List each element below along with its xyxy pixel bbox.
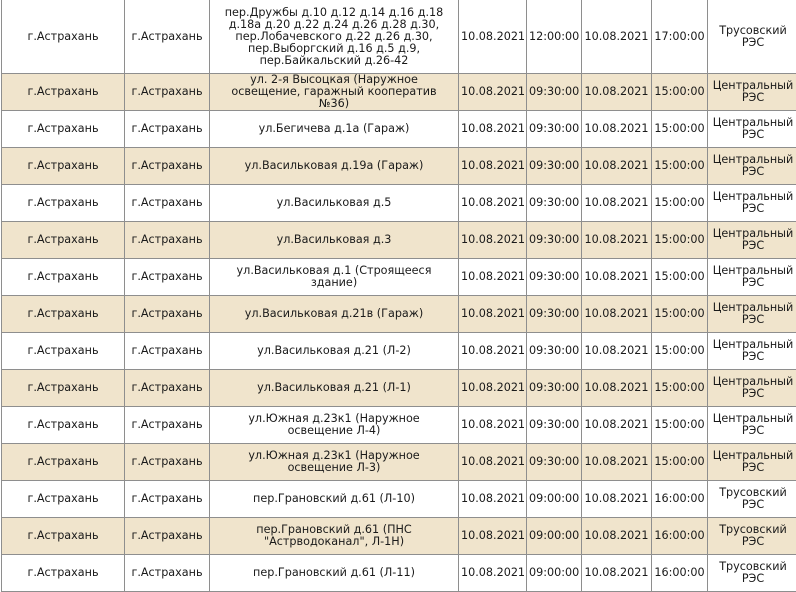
res-cell: Трусовский РЭС (708, 481, 796, 518)
city-cell: г.Астрахань (2, 518, 125, 555)
district-cell: г.Астрахань (125, 555, 210, 592)
res-cell: Центральный РЭС (708, 259, 796, 296)
end-date-cell: 10.08.2021 (582, 0, 652, 74)
res-cell: Центральный РЭС (708, 111, 796, 148)
start-date-cell: 10.08.2021 (459, 518, 527, 555)
start-date-cell: 10.08.2021 (459, 444, 527, 481)
end-time-cell: 15:00:00 (652, 185, 708, 222)
start-date-cell: 10.08.2021 (459, 481, 527, 518)
end-date-cell: 10.08.2021 (582, 407, 652, 444)
start-time-cell: 09:30:00 (527, 74, 582, 111)
table-row (2, 185, 796, 222)
city-cell: г.Астрахань (2, 185, 125, 222)
end-time-cell: 16:00:00 (652, 518, 708, 555)
end-time-cell: 15:00:00 (652, 444, 708, 481)
end-time-cell: 15:00:00 (652, 148, 708, 185)
district-cell: г.Астрахань (125, 518, 210, 555)
table-row (2, 407, 796, 444)
start-time-cell: 09:00:00 (527, 481, 582, 518)
address-cell: ул.Бегичева д.1а (Гараж) (210, 111, 459, 148)
address-cell: ул.Васильковая д.21 (Л-2) (210, 333, 459, 370)
start-time-cell: 09:30:00 (527, 296, 582, 333)
end-date-cell: 10.08.2021 (582, 370, 652, 407)
district-cell: г.Астрахань (125, 222, 210, 259)
table-body (2, 0, 796, 592)
end-time-cell: 17:00:00 (652, 0, 708, 74)
address-cell: ул.Васильковая д.21в (Гараж) (210, 296, 459, 333)
start-time-cell: 09:30:00 (527, 407, 582, 444)
end-date-cell: 10.08.2021 (582, 518, 652, 555)
address-cell: ул.Васильковая д.19а (Гараж) (210, 148, 459, 185)
res-cell: Центральный РЭС (708, 222, 796, 259)
address-cell: пер.Дружбы д.10 д.12 д.14 д.16 д.18 д.18а д.20 д.22 д.24 д.26 д.28 д.30, пер.Лобачевского д.22 д.26 д.30, пер.Выборгский д.16 д.5 д.9, пер.Байкальский д.26-42 (210, 0, 459, 74)
end-time-cell: 16:00:00 (652, 555, 708, 592)
end-date-cell: 10.08.2021 (582, 481, 652, 518)
district-cell: г.Астрахань (125, 0, 210, 74)
start-date-cell: 10.08.2021 (459, 296, 527, 333)
start-date-cell: 10.08.2021 (459, 370, 527, 407)
end-date-cell: 10.08.2021 (582, 296, 652, 333)
res-cell: Центральный РЭС (708, 370, 796, 407)
res-cell: Центральный РЭС (708, 74, 796, 111)
district-cell: г.Астрахань (125, 370, 210, 407)
start-time-cell: 09:30:00 (527, 370, 582, 407)
outage-schedule-table (1, 0, 796, 592)
city-cell: г.Астрахань (2, 148, 125, 185)
res-cell: Центральный РЭС (708, 333, 796, 370)
res-cell: Трусовский РЭС (708, 518, 796, 555)
end-time-cell: 15:00:00 (652, 333, 708, 370)
end-date-cell: 10.08.2021 (582, 444, 652, 481)
table-row (2, 481, 796, 518)
district-cell: г.Астрахань (125, 74, 210, 111)
city-cell: г.Астрахань (2, 74, 125, 111)
table-row (2, 0, 796, 74)
district-cell: г.Астрахань (125, 444, 210, 481)
table-row (2, 444, 796, 481)
address-cell: пер.Грановский д.61 (Л-10) (210, 481, 459, 518)
table-row (2, 518, 796, 555)
start-time-cell: 09:00:00 (527, 555, 582, 592)
district-cell: г.Астрахань (125, 407, 210, 444)
start-date-cell: 10.08.2021 (459, 555, 527, 592)
end-date-cell: 10.08.2021 (582, 555, 652, 592)
table-row (2, 222, 796, 259)
address-cell: ул.Южная д.23к1 (Наружное освещение Л-3) (210, 444, 459, 481)
city-cell: г.Астрахань (2, 111, 125, 148)
end-time-cell: 16:00:00 (652, 481, 708, 518)
start-date-cell: 10.08.2021 (459, 222, 527, 259)
city-cell: г.Астрахань (2, 222, 125, 259)
address-cell: пер.Грановский д.61 (Л-11) (210, 555, 459, 592)
district-cell: г.Астрахань (125, 333, 210, 370)
start-time-cell: 09:30:00 (527, 185, 582, 222)
start-time-cell: 09:30:00 (527, 444, 582, 481)
start-date-cell: 10.08.2021 (459, 111, 527, 148)
district-cell: г.Астрахань (125, 111, 210, 148)
end-time-cell: 15:00:00 (652, 407, 708, 444)
city-cell: г.Астрахань (2, 370, 125, 407)
start-time-cell: 09:30:00 (527, 333, 582, 370)
end-time-cell: 15:00:00 (652, 222, 708, 259)
start-time-cell: 09:00:00 (527, 518, 582, 555)
res-cell: Центральный РЭС (708, 296, 796, 333)
table-row (2, 555, 796, 592)
start-time-cell: 09:30:00 (527, 259, 582, 296)
district-cell: г.Астрахань (125, 259, 210, 296)
res-cell: Трусовский РЭС (708, 0, 796, 74)
table-row (2, 74, 796, 111)
city-cell: г.Астрахань (2, 259, 125, 296)
table-row (2, 148, 796, 185)
city-cell: г.Астрахань (2, 333, 125, 370)
end-time-cell: 15:00:00 (652, 259, 708, 296)
city-cell: г.Астрахань (2, 296, 125, 333)
res-cell: Центральный РЭС (708, 148, 796, 185)
address-cell: пер.Грановский д.61 (ПНС "Астрводоканал", Л-1Н) (210, 518, 459, 555)
start-date-cell: 10.08.2021 (459, 407, 527, 444)
end-time-cell: 15:00:00 (652, 74, 708, 111)
table-row (2, 333, 796, 370)
end-date-cell: 10.08.2021 (582, 111, 652, 148)
start-date-cell: 10.08.2021 (459, 148, 527, 185)
start-time-cell: 09:30:00 (527, 148, 582, 185)
end-time-cell: 15:00:00 (652, 111, 708, 148)
address-cell: ул.Васильковая д.1 (Строящееся здание) (210, 259, 459, 296)
address-cell: ул. 2-я Высоцкая (Наружное освещение, гаражный кооператив №36) (210, 74, 459, 111)
end-date-cell: 10.08.2021 (582, 333, 652, 370)
end-date-cell: 10.08.2021 (582, 148, 652, 185)
start-time-cell: 12:00:00 (527, 0, 582, 74)
res-cell: Центральный РЭС (708, 444, 796, 481)
end-date-cell: 10.08.2021 (582, 185, 652, 222)
table-row (2, 111, 796, 148)
end-date-cell: 10.08.2021 (582, 74, 652, 111)
table-row (2, 370, 796, 407)
city-cell: г.Астрахань (2, 407, 125, 444)
start-date-cell: 10.08.2021 (459, 74, 527, 111)
address-cell: ул.Васильковая д.5 (210, 185, 459, 222)
district-cell: г.Астрахань (125, 185, 210, 222)
address-cell: ул.Васильковая д.3 (210, 222, 459, 259)
end-date-cell: 10.08.2021 (582, 259, 652, 296)
res-cell: Центральный РЭС (708, 185, 796, 222)
district-cell: г.Астрахань (125, 148, 210, 185)
start-time-cell: 09:30:00 (527, 111, 582, 148)
city-cell: г.Астрахань (2, 555, 125, 592)
city-cell: г.Астрахань (2, 0, 125, 74)
start-date-cell: 10.08.2021 (459, 259, 527, 296)
res-cell: Центральный РЭС (708, 407, 796, 444)
start-time-cell: 09:30:00 (527, 222, 582, 259)
district-cell: г.Астрахань (125, 481, 210, 518)
city-cell: г.Астрахань (2, 481, 125, 518)
start-date-cell: 10.08.2021 (459, 185, 527, 222)
res-cell: Трусовский РЭС (708, 555, 796, 592)
city-cell: г.Астрахань (2, 444, 125, 481)
end-time-cell: 15:00:00 (652, 370, 708, 407)
end-date-cell: 10.08.2021 (582, 222, 652, 259)
district-cell: г.Астрахань (125, 296, 210, 333)
address-cell: ул.Южная д.23к1 (Наружное освещение Л-4) (210, 407, 459, 444)
table-row (2, 296, 796, 333)
start-date-cell: 10.08.2021 (459, 0, 527, 74)
address-cell: ул.Васильковая д.21 (Л-1) (210, 370, 459, 407)
table-row (2, 259, 796, 296)
end-time-cell: 15:00:00 (652, 296, 708, 333)
start-date-cell: 10.08.2021 (459, 333, 527, 370)
